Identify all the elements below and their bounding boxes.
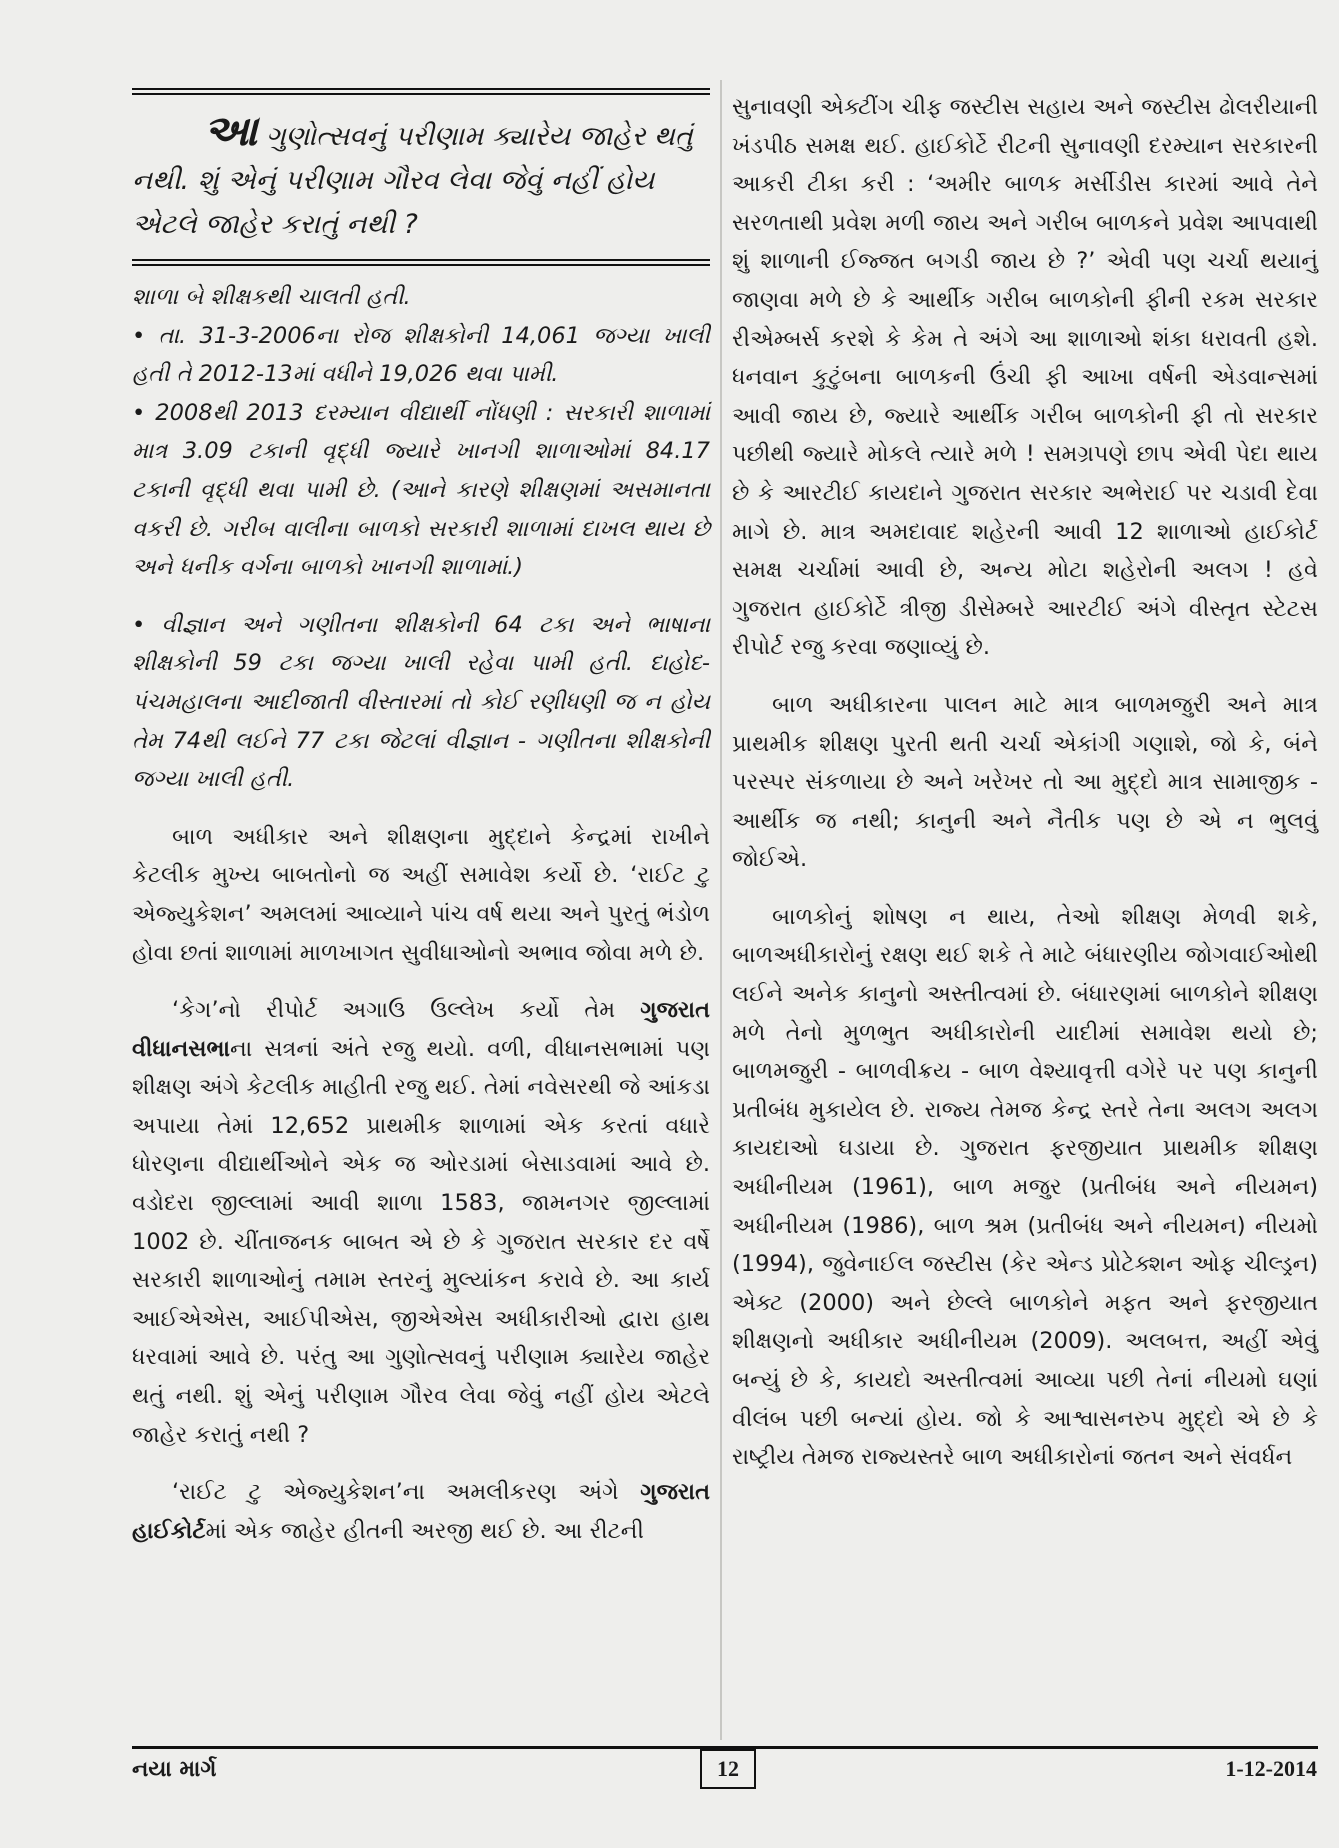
paragraph bbox=[132, 1473, 710, 1550]
column-divider bbox=[720, 80, 722, 1740]
bold-text: ગુજરાત વીધાનસભા bbox=[132, 997, 710, 1062]
paragraph bbox=[132, 991, 710, 1454]
text-run: ના સત્રનાં અંતે રજુ થયો. વળી, વીધાનસભામાં પણ શીક્ષણ અંગે કેટલીક માહીતી રજુ થઈ. તેમાં નવેસરથી જે આંકડા અપાયા તેમાં 12,652 પ્રાથમીક શાળામાં એક કરતાં વધારે ધોરણના વીદ્યાર્થીઓને એક જ ઓરડામાં બેસાડવામાં આવે છે. વડોદરા જીલ્લામાં આવી શાળા 1583, જામનગર જીલ્લામાં 1002 છે. ચીંતાજનક બાબત એ છે કે ગુજરાત સરકાર દર વર્ષે સરકારી શાળાઓનું તમામ સ્તરનું મુલ્યાંકન કરાવે છે. આ કાર્ય આઈએએસ, આઈપીએસ, જીએએસ અધીકારીઓ દ્વારા હાથ ધરવામાં આવે છે. પરંતુ આ ગુણોત્સવનું પરીણામ ક્યારેય જાહેર થતું નથી. શું એનું પરીણામ ગૌરવ લેવા જેવું નહીં હોય એટલે જાહેર કરાતું નથી ? bbox=[132, 1035, 710, 1448]
paragraph: બાળકોનું શોષણ ન થાય, તેઓ શીક્ષણ મેળવી શકે, બાળઅધીકારોનું રક્ષણ થઈ શકે તે માટે બંધારણીય જોગવાઈઓથી લઈને અનેક કાનુનો અસ્તીત્વમાં છે. બંધારણમાં બાળકોને શીક્ષણ મળે તેનો મુળભુત અધીકારોની યાદીમાં સમાવેશ થયો છે; બાળમજુરી - બાળવીક્રય - બાળ વેશ્યાવૃત્તી વગેરે પર પણ કાનુની પ્રતીબંધ મુકાયેલ છે. રાજ્ય તેમજ કેન્દ્ર સ્તરે તેના અલગ અલગ કાયદાઓ ઘડાયા છે. ગુજરાત ફરજીયાત પ્રાથમીક શીક્ષણ અધીનીયમ (1961), બાળ મજુર (પ્રતીબંધ અને નીયમન) અધીનીયમ (1986), બાળ શ્રમ (પ્રતીબંધ અને નીયમન) નીયમો (1994), જુવેનાઈલ જસ્ટીસ (કેર એન્ડ પ્રોટેક્શન ઓફ ચીલ્ડ્રન) એક્ટ (2000) અને છેલ્લે બાળકોને મફત અને ફરજીયાત શીક્ષણનો અધીકાર અધીનીયમ (2009). અલબત્ત, અહીં એવું બન્યું છે કે, કાયદો અસ્તીત્વમાં આવ્યા પછી તેનાં નીયમો ઘણાં વીલંબ પછી બન્યાં હોય. જો કે આશ્વાસનરુપ મુદ્દો એ છે કે રાષ્ટ્રીય તેમજ રાજ્યસ્તરે બાળ અધીકારોનાં જતન અને સંવર્ધન bbox=[732, 903, 1318, 1471]
bullet-paragraph: • તા. 31-3-2006ના રોજ શીક્ષકોની 14,061 જગ્યા ખાલી હતી તે 2012-13માં વધીને 19,026 થવા પામી. bbox=[132, 322, 710, 388]
bold-text: ગુજરાત હાઈકોર્ટ bbox=[132, 1479, 710, 1544]
paragraph: શાળા બે શીક્ષકથી ચાલતી હતી. bbox=[132, 284, 411, 310]
left-column bbox=[132, 88, 710, 1550]
text-run: ‘રાઈટ ટુ એજ્યુકેશન’ના અમલીકરણ અંગે bbox=[172, 1479, 641, 1506]
pull-quote-text bbox=[132, 106, 710, 247]
right-column bbox=[732, 88, 1318, 1477]
paragraph: સુનાવણી એક્ટીંગ ચીફ જસ્ટીસ સહાય અને જસ્ટીસ ઢોલરીયાની ખંડપીઠ સમક્ષ થઈ. હાઈકોર્ટે રીટની સુનાવણી દરમ્યાન સરકારની આકરી ટીકા કરી : ‘અમીર બાળક મર્સીડીસ કારમાં આવે તેને સરળતાથી પ્રવેશ મળી જાય અને ગરીબ બાળકને પ્રવેશ આપવાથી શું શાળાની ઈજ્જત બગડી જાય છે ?’ એવી પણ ચર્ચા થયાનું જાણવા મળે છે કે આર્થીક ગરીબ બાળકોની ફીની રકમ સરકાર રીએમ્બર્સ કરશે કે કેમ તે અંગે આ શાળાઓ શંકા ધરાવતી હશે. ધનવાન કુટુંબના બાળકની ઉંચી ફી આખા વર્ષની એડવાન્સમાં આવી જાય છે, જ્યારે આર્થીક ગરીબ બાળકોની ફી તો સરકાર પછીથી જ્યારે મોકલે ત્યારે મળે ! સમગ્રપણે છાપ એવી પેદા થાય છે કે આરટીઈ કાયદાને ગુજરાત સરકાર અભેરાઈ પર ચડાવી દેવા માગે છે. માત્ર અમદાવાદ શહેરની આવી 12 શાળાઓ હાઈકોર્ટ સમક્ષ ચર્ચામાં આવી છે, અન્ય મોટા શહેરોની અલગ ! હવે ગુજરાત હાઈકોર્ટે ત્રીજી ડીસેમ્બરે આરટીઈ અંગે વીસ્તૃત સ્ટેટસ રીપોર્ટ રજુ કરવા જણાવ્યું છે. bbox=[732, 94, 1318, 661]
bullet-paragraph: • 2008થી 2013 દરમ્યાન વીદ્યાર્થી નોંધણી : સરકારી શાળામાં માત્ર 3.09 ટકાની વૃદ્ધી જ્યારે ખાનગી શાળાઓમાં 84.17 ટકાની વૃદ્ધી થવા પામી છે. (આને કારણે શીક્ષણમાં અસમાનતા વકરી છે. ગરીબ વાલીના બાળકો સરકારી શાળામાં દાખલ થાય છે અને ધનીક વર્ગના બાળકો ખાનગી શાળામાં.) bbox=[132, 399, 710, 581]
publication-name: નયા માર્ગ bbox=[132, 1756, 217, 1782]
pull-quote-body: ગુણોત્સવનું પરીણામ ક્યારેય જાહેર થતું નથી. શું એનું પરીણામ ગૌરવ લેવા જેવું નહીં હોય એટલે જાહેર કરાતું નથી ? bbox=[132, 121, 693, 240]
pull-quote-lead: આ bbox=[204, 106, 258, 155]
bullet-paragraph: • વીજ્ઞાન અને ગણીતના શીક્ષકોની 64 ટકા અને ભાષાના શીક્ષકોની 59 ટકા જગ્યા ખાલી રહેવા પામી હતી. દાહોદ-પંચમહાલના આદીજાતી વીસ્તારમાં તો કોઈ રણીધણી જ ન હોય તેમ 74થી લઈને 77 ટકા જેટલાં વીજ્ઞાન - ગણીતના શીક્ષકોની જગ્યા ખાલી હતી. bbox=[132, 611, 710, 793]
pull-quote bbox=[132, 88, 710, 266]
issue-date: 1-12-2014 bbox=[1225, 1756, 1317, 1781]
page-number: 12 bbox=[700, 1749, 756, 1789]
paragraph: બાળ અધીકારના પાલન માટે માત્ર બાળમજુરી અને માત્ર પ્રાથમીક શીક્ષણ પુરતી થતી ચર્ચા એકાંગી ગણાશે, જો કે, બંને પરસ્પર સંકળાયા છે અને ખરેખર તો આ મુદ્દો માત્ર સામાજીક - આર્થીક જ નથી; કાનુની અને નૈતીક પણ છે એ ન ભુલવું જોઈએ. bbox=[732, 691, 1318, 873]
text-run: ‘કેગ’નો રીપોર્ટ અગાઉ ઉલ્લેખ કર્યો તેમ bbox=[172, 997, 641, 1024]
text-run: માં એક જાહેર હીતની અરજી થઈ છે. આ રીટની bbox=[205, 1517, 644, 1544]
paragraph: બાળ અધીકાર અને શીક્ષણના મુદ્દાને કેન્દ્રમાં રાખીને કેટલીક મુખ્ય બાબતોનો જ અહીં સમાવેશ કર્યો છે. ‘રાઈટ ટુ એજ્યુકેશન’ અમલમાં આવ્યાને પાંચ વર્ષ થયા અને પુરતું ભંડોળ હોવા છતાં શાળામાં માળખાગત સુવીધાઓનો અભાવ જોવા મળે છે. bbox=[132, 823, 710, 966]
